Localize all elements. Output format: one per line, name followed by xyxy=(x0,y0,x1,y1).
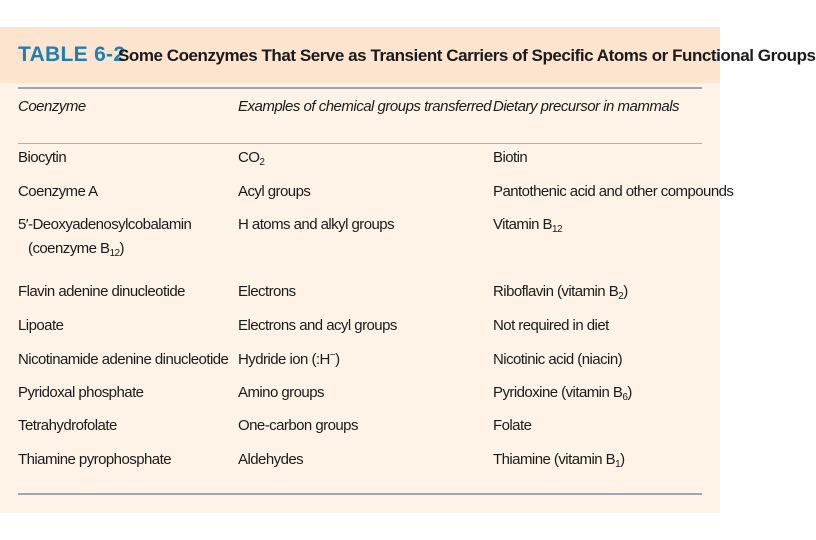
coenzyme-name: Coenzyme A xyxy=(18,183,98,200)
text-part: Biotin xyxy=(493,149,528,166)
table-row xyxy=(0,351,720,375)
header-groups-transferred: Examples of chemical groups transferred xyxy=(238,98,492,115)
table-title-bar xyxy=(0,27,816,83)
table-header-row xyxy=(0,98,720,128)
cell-dietary-precursor xyxy=(493,183,733,200)
cell-coenzyme xyxy=(18,283,185,300)
table-row xyxy=(0,283,720,307)
text-part: ) xyxy=(627,384,632,401)
cell-dietary-precursor xyxy=(493,149,527,166)
cell-dietary-precursor xyxy=(493,283,628,300)
text-part: Electrons xyxy=(238,283,296,300)
cell-coenzyme xyxy=(18,384,143,401)
header-coenzyme: Coenzyme xyxy=(18,98,86,115)
text-part: Pyridoxine (vitamin B xyxy=(493,384,623,401)
bottom-rule xyxy=(18,493,702,495)
top-rule xyxy=(18,87,702,89)
table-row xyxy=(0,216,720,259)
text-part: Riboflavin (vitamin B xyxy=(493,283,619,300)
table-frame xyxy=(0,27,816,513)
table-row xyxy=(0,384,720,408)
text-part: Acyl groups xyxy=(238,183,311,200)
cell-coenzyme xyxy=(18,317,63,334)
text-part: ) xyxy=(335,351,340,368)
cell-coenzyme xyxy=(18,216,192,259)
subscript: 1 xyxy=(615,459,621,470)
cell-groups-transferred xyxy=(238,384,324,401)
subscript: 12 xyxy=(109,248,120,259)
cell-groups-transferred xyxy=(238,317,397,334)
subscript: 2 xyxy=(618,291,624,302)
cell-dietary-precursor xyxy=(493,317,609,334)
text-part: ) xyxy=(623,283,628,300)
table-number: TABLE 6-2 xyxy=(18,43,126,66)
text-part: ) xyxy=(119,240,124,257)
subscript: 2 xyxy=(259,157,265,168)
cell-groups-transferred xyxy=(238,351,340,368)
text-part: Vitamin B xyxy=(493,216,552,233)
text-part: One-carbon groups xyxy=(238,417,358,434)
table-row xyxy=(0,183,734,207)
text-part: Aldehydes xyxy=(238,451,304,468)
coenzyme-name: Biocytin xyxy=(18,149,67,166)
table-row xyxy=(0,317,720,341)
cell-dietary-precursor xyxy=(493,384,632,401)
coenzyme-name: Pyridoxal phosphate xyxy=(18,384,144,401)
cell-coenzyme xyxy=(18,149,66,166)
cell-dietary-precursor xyxy=(493,451,625,468)
cell-dietary-precursor xyxy=(493,417,531,434)
text-part: Pantothenic acid and other compounds xyxy=(493,183,734,200)
coenzyme-name: Tetrahydrofolate xyxy=(18,417,117,434)
text-part: Nicotinic acid (niacin) xyxy=(493,351,623,368)
text-part: Electrons and acyl groups xyxy=(238,317,397,334)
subscript: 6 xyxy=(622,392,628,403)
cell-coenzyme xyxy=(18,351,228,368)
cell-dietary-precursor xyxy=(493,351,622,368)
coenzyme-name: Flavin adenine dinucleotide xyxy=(18,283,185,300)
cell-dietary-precursor xyxy=(493,216,562,233)
coenzyme-name: Lipoate xyxy=(18,317,64,334)
text-part: Thiamine (vitamin B xyxy=(493,451,616,468)
text-part: H atoms and alkyl groups xyxy=(238,216,395,233)
table-row xyxy=(0,149,720,173)
header-dietary-precursor: Dietary precursor in mammals xyxy=(493,98,680,115)
text-part: CO xyxy=(238,149,260,166)
text-part: Folate xyxy=(493,417,532,434)
coenzyme-name-line2 xyxy=(28,240,124,257)
coenzyme-name: 5′-Deoxyadenosylcobalamin xyxy=(18,216,192,233)
coenzyme-name: Nicotinamide adenine dinucleotide xyxy=(18,351,229,368)
cell-coenzyme xyxy=(18,451,171,468)
cell-groups-transferred xyxy=(238,417,358,434)
superscript: − xyxy=(329,350,336,361)
cell-groups-transferred xyxy=(238,451,303,468)
text-part: ) xyxy=(620,451,625,468)
cell-coenzyme xyxy=(18,417,117,434)
text-part: Hydride ion (:H xyxy=(238,351,330,368)
text-part: Not required in diet xyxy=(493,317,609,334)
coenzyme-name: Thiamine pyrophosphate xyxy=(18,451,172,468)
cell-groups-transferred xyxy=(238,183,310,200)
text-part: (coenzyme B xyxy=(28,240,110,257)
subscript: 12 xyxy=(551,224,562,235)
table-row xyxy=(0,451,720,475)
cell-coenzyme xyxy=(18,183,98,200)
table-title xyxy=(18,43,816,67)
cell-groups-transferred xyxy=(238,149,264,166)
cell-groups-transferred xyxy=(238,216,394,233)
cell-groups-transferred xyxy=(238,283,296,300)
table-caption: Some Coenzymes That Serve as Transient Carriers of Specific Atoms or Functional Groups xyxy=(118,46,816,65)
header-rule xyxy=(18,143,702,144)
text-part: Amino groups xyxy=(238,384,324,401)
table-row xyxy=(0,417,720,441)
